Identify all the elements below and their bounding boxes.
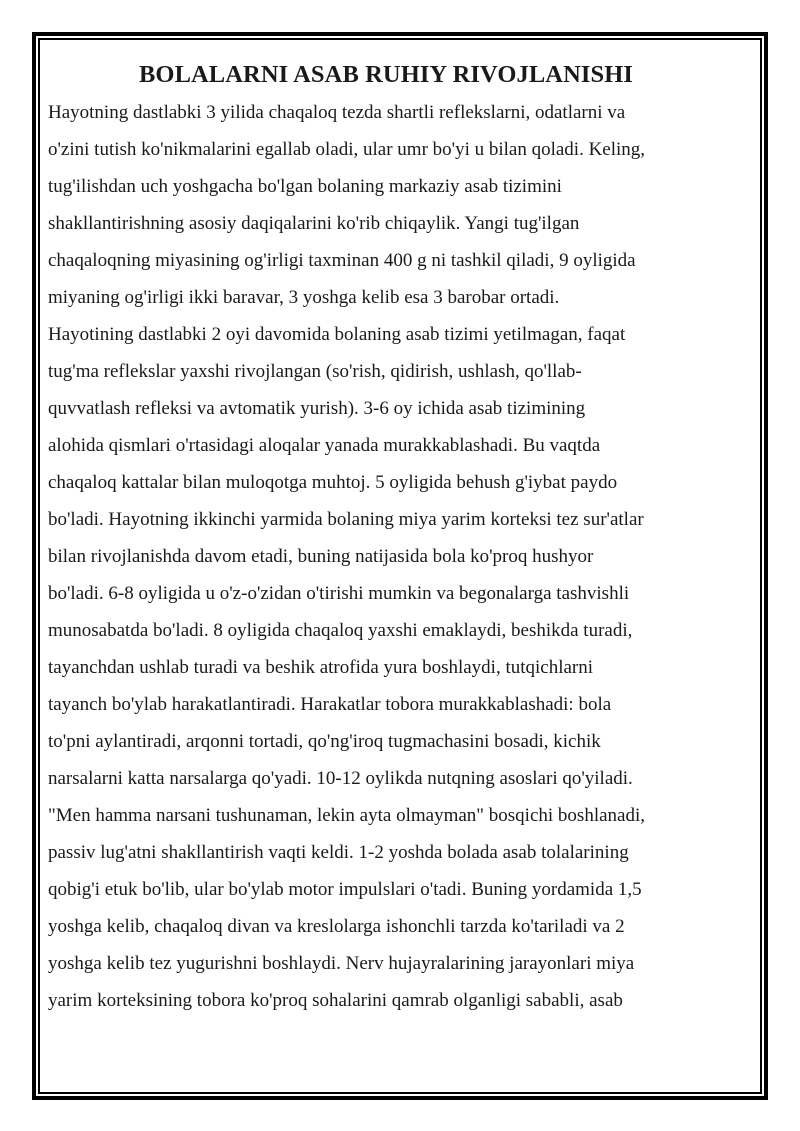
text-line: passiv lug'atni shakllantirish vaqti keldi. 1-2 yoshda bolada asab tolalarining	[48, 842, 629, 863]
body-paragraph	[48, 94, 738, 1019]
text-line: qobig'i etuk bo'lib, ular bo'ylab motor impulslari o'tadi. Buning yordamida 1,5	[48, 879, 642, 900]
text-line: alohida qismlari o'rtasidagi aloqalar yanada murakkablashadi. Bu vaqtda	[48, 435, 601, 456]
text-line: "Men hamma narsani tushunaman, lekin ayta olmayman" bosqichi boshlanadi,	[48, 805, 645, 826]
text-line: to'pni aylantiradi, arqonni tortadi, qo'ng'iroq tugmachasini bosadi, kichik	[48, 731, 601, 752]
text-line: munosabatda bo'ladi. 8 oyligida chaqaloq yaxshi emaklaydi, beshikda turadi,	[48, 620, 633, 641]
text-line: bilan rivojlanishda davom etadi, buning natijasida bola ko'proq hushyor	[48, 546, 594, 567]
text-line: narsalarni katta narsalarga qo'yadi. 10-12 oylikda nutqning asoslari qo'yiladi.	[48, 768, 633, 789]
text-line: tayanchdan ushlab turadi va beshik atrofida yura boshlaydi, tutqichlarni	[48, 657, 594, 678]
document-title: BOLALARNI ASAB RUHIY RIVOJLANISHI	[138, 61, 634, 88]
text-line: bo'ladi. 6-8 oyligida u o'z-o'zidan o'tirishi mumkin va begonalarga tashvishli	[48, 583, 630, 604]
text-line: Hayotining dastlabki 2 oyi davomida bolaning asab tizimi yetilmagan, faqat	[48, 324, 626, 345]
text-line: bo'ladi. Hayotning ikkinchi yarmida bolaning miya yarim korteksi tez sur'atlar	[48, 509, 644, 530]
text-line: chaqaloq kattalar bilan muloqotga muhtoj. 5 oyligida behush g'iybat paydo	[48, 472, 618, 493]
document-content	[48, 60, 738, 1019]
text-line: tug'ilishdan uch yoshgacha bo'lgan bolaning markaziy asab tizimini	[48, 176, 562, 197]
text-line: yoshga kelib, chaqaloq divan va kreslolarga ishonchli tarzda ko'tariladi va 2	[48, 916, 625, 937]
text-line: o'zini tutish ko'nikmalarini egallab oladi, ular umr bo'yi u bilan qoladi. Keling,	[48, 139, 646, 160]
text-line: tayanch bo'ylab harakatlantiradi. Harakatlar tobora murakkablashadi: bola	[48, 694, 612, 715]
text-line: Hayotning dastlabki 3 yilida chaqaloq tezda shartli reflekslarni, odatlarni va	[48, 102, 626, 123]
text-line: miyaning og'irligi ikki baravar, 3 yoshga kelib esa 3 barobar ortadi.	[48, 287, 560, 308]
text-line: shakllantirishning asosiy daqiqalarini ko'rib chiqaylik. Yangi tug'ilgan	[48, 213, 580, 234]
text-line: yoshga kelib tez yugurishni boshlaydi. Nerv hujayralarining jarayonlari miya	[48, 953, 635, 974]
text-line: yarim korteksining tobora ko'proq sohalarini qamrab olganligi sababli, asab	[48, 990, 623, 1011]
text-line: quvvatlash refleksi va avtomatik yurish). 3-6 oy ichida asab tizimining	[48, 398, 586, 419]
text-line: tug'ma reflekslar yaxshi rivojlangan (so'rish, qidirish, ushlash, qo'llab-	[48, 361, 582, 382]
text-line: chaqaloqning miyasining og'irligi taxminan 400 g ni tashkil qiladi, 9 oyligida	[48, 250, 636, 271]
